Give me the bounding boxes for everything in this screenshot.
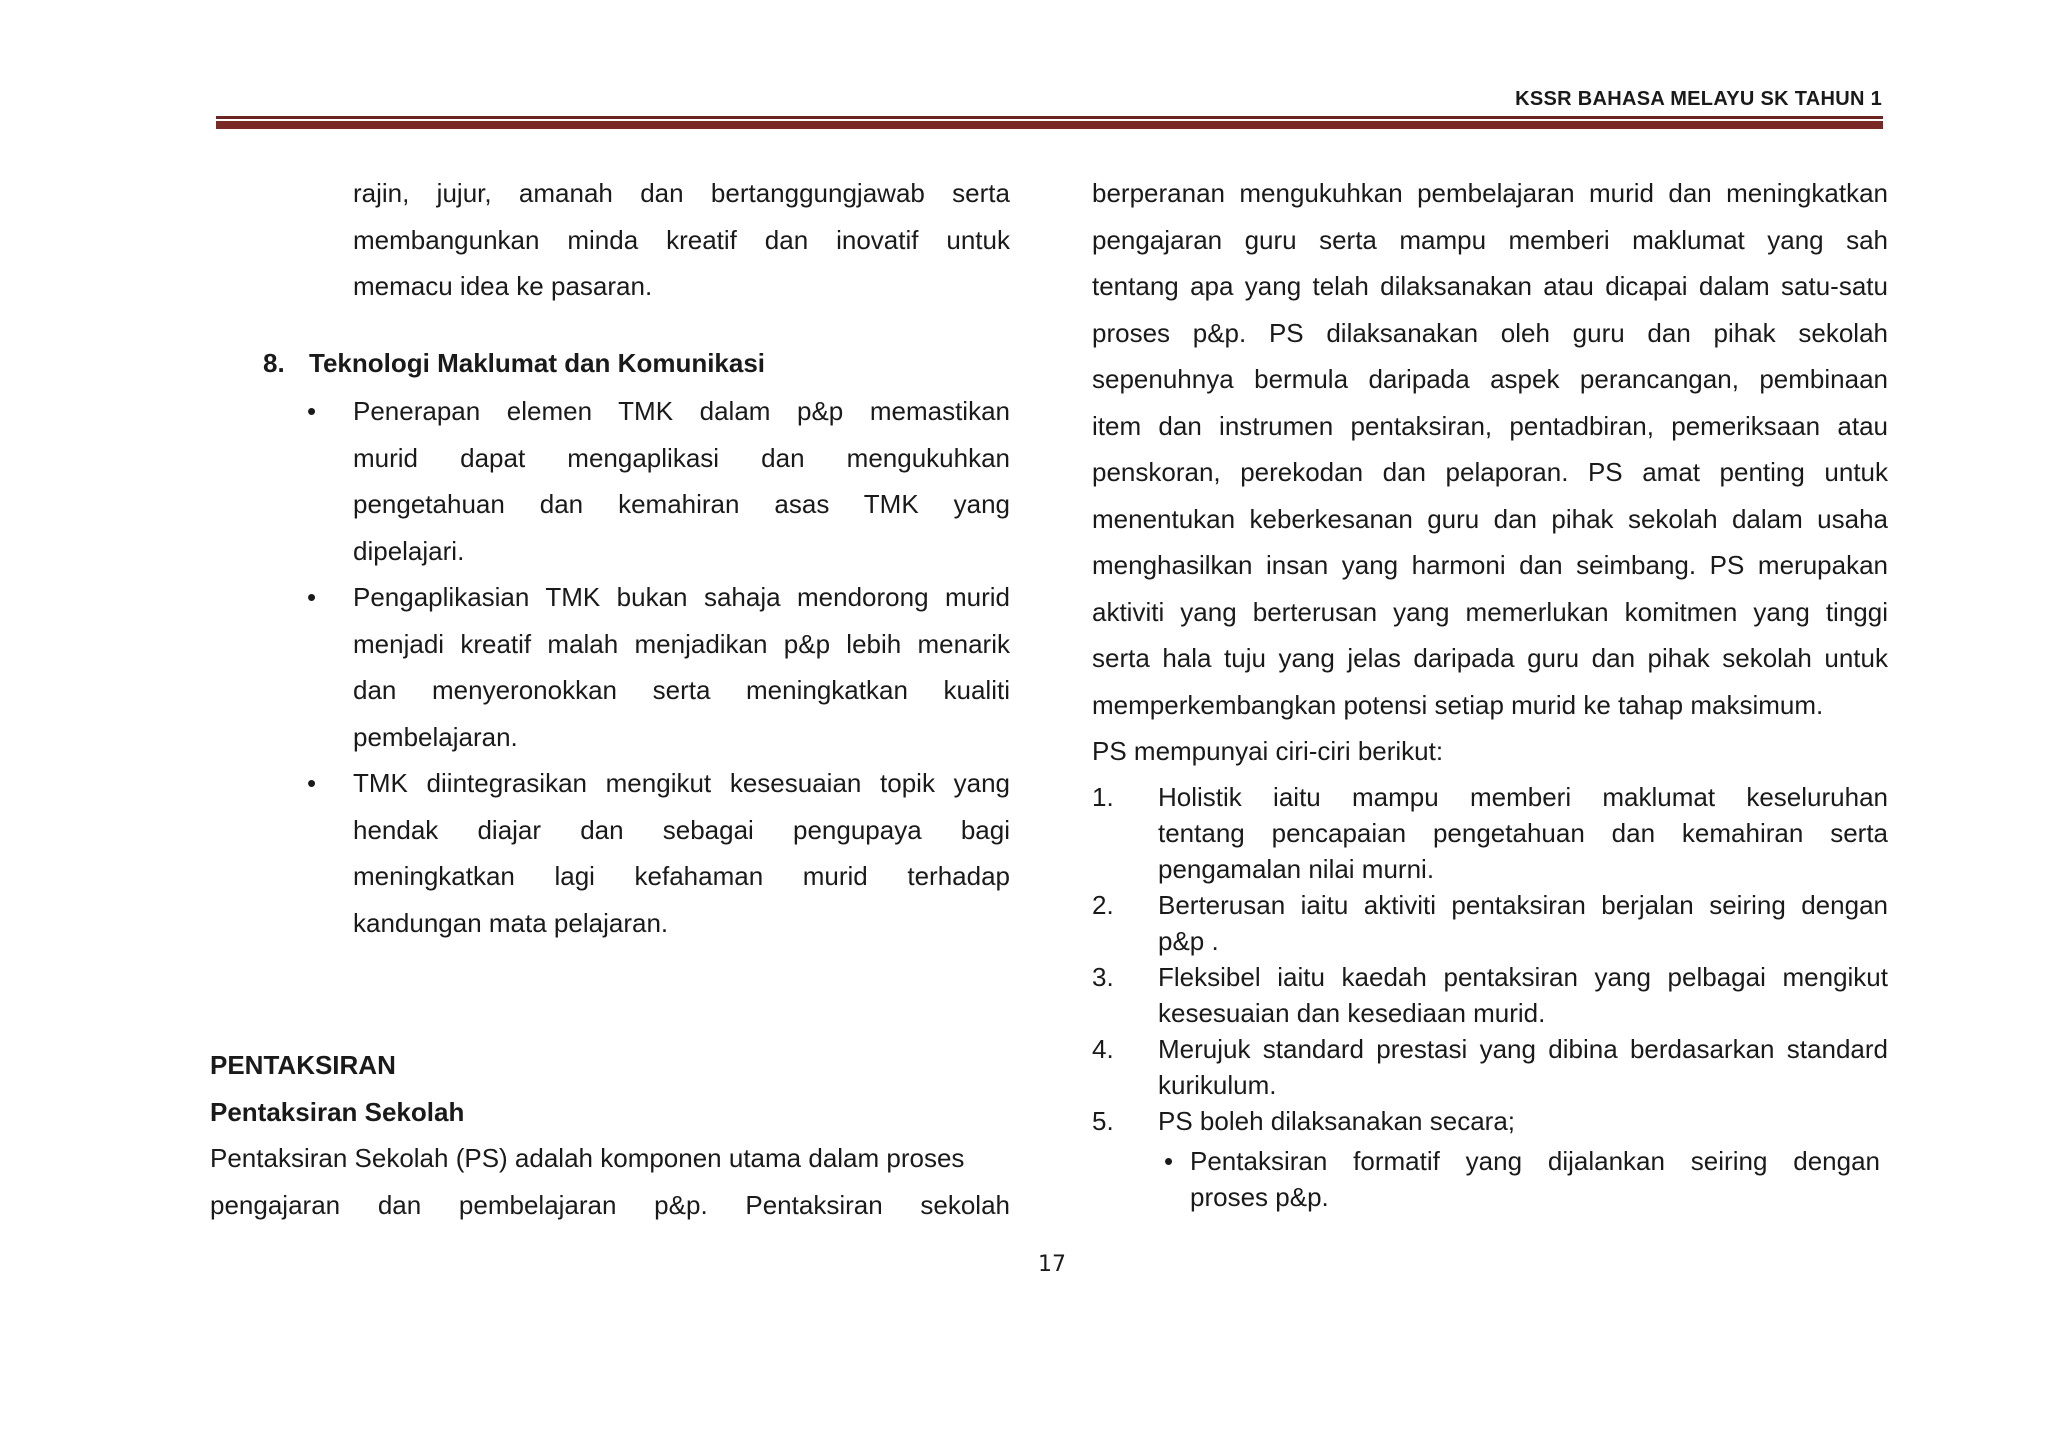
header-rule-thick (216, 121, 1883, 129)
text-line: murid dapat mengaplikasi dan mengukuhkan (353, 442, 1010, 473)
text-line: tentang apa yang telah dilaksanakan atau dicapai dalam satu-satu (1092, 271, 1888, 301)
text-line: Pengaplikasian TMK bukan sahaja mendorong murid (353, 582, 1010, 612)
section-8-heading (210, 340, 1010, 387)
text-line: Berterusan iaitu aktiviti pentaksiran berjalan seiring dengan (1158, 889, 1888, 920)
bullet-icon: • (307, 396, 317, 426)
text-line: dan menyeronokkan serta meningkatkan kualiti (353, 675, 1010, 705)
text-line: p&p . (1158, 925, 1219, 956)
sub-bullet-item (1092, 1143, 1880, 1215)
text-line: Holistik iaitu mampu memberi maklumat keseluruhan (1158, 781, 1888, 812)
text-line: pengetahuan dan kemahiran asas TMK yang (353, 489, 1010, 519)
text-line: kesesuaian dan kesediaan murid. (1158, 997, 1546, 1028)
header-title: KSSR BAHASA MELAYU SK TAHUN 1 (1515, 88, 1882, 110)
list-number: 4. (1092, 1033, 1114, 1064)
text-line: Pentaksiran formatif yang dijalankan seiring dengan (1190, 1145, 1880, 1176)
list-number: 1. (1092, 781, 1114, 812)
section-heading: PENTAKSIRAN (210, 1050, 396, 1080)
bullet-icon: • (307, 582, 317, 612)
text-line: membangunkan minda kreatif dan inovatif untuk (353, 224, 1010, 255)
subheading: Pentaksiran Sekolah (210, 1096, 465, 1127)
list-item (1092, 887, 1888, 959)
section-title: Teknologi Maklumat dan Komunikasi (309, 347, 766, 378)
text-line: pengamalan nilai murni. (1158, 853, 1435, 884)
text-line: tentang pencapaian pengetahuan dan kemahiran serta (1158, 817, 1888, 848)
bullet-icon: • (1164, 1145, 1174, 1176)
right-column (1092, 170, 1888, 1215)
text-line: pengajaran guru serta mampu memberi maklumat yang sah (1092, 224, 1888, 255)
text-line: memperkembangkan potensi setiap murid ke tahap maksimum. (1092, 689, 1824, 720)
left-column (210, 170, 1010, 1228)
text-line: meningkatkan lagi kefahaman murid terhadap (353, 861, 1010, 891)
list-item (1092, 959, 1888, 1031)
list-item (1092, 779, 1888, 887)
continuation-paragraph (210, 170, 1010, 310)
list-number: 3. (1092, 961, 1114, 992)
text-line: item dan instrumen pentaksiran, pentadbiran, pemeriksaan atau (1092, 410, 1888, 441)
bullet-item (210, 574, 1010, 760)
bullet-item (210, 388, 1010, 574)
list-number: 5. (1092, 1105, 1114, 1136)
text-line: penskoran, perekodan dan pelaporan. PS amat penting untuk (1092, 457, 1888, 487)
section-number: 8. (263, 347, 285, 378)
list-item (1092, 1103, 1888, 1139)
text-line: memacu idea ke pasaran. (353, 271, 653, 301)
text-line: proses p&p. (1190, 1181, 1329, 1212)
ps-paragraph (1092, 170, 1888, 728)
bullet-item (210, 760, 1010, 946)
text-line: Merujuk standard prestasi yang dibina berdasarkan standard (1158, 1033, 1888, 1064)
text-line: kurikulum. (1158, 1069, 1277, 1100)
header-rule-thin (216, 116, 1883, 119)
text-line: proses p&p. PS dilaksanakan oleh guru dan pihak sekolah (1092, 317, 1888, 348)
text-line: pembelajaran. (353, 721, 518, 752)
list-intro: PS mempunyai ciri-ciri berikut: (1092, 736, 1444, 766)
text-line: berperanan mengukuhkan pembelajaran murid dan meningkatkan (1092, 178, 1888, 208)
text-line: rajin, jujur, amanah dan bertanggungjawab serta (353, 178, 1010, 208)
pentaksiran-paragraph (210, 1135, 1010, 1228)
text-line: serta hala tuju yang jelas daripada guru dan pihak sekolah untuk (1092, 643, 1888, 673)
text-line: kandungan mata pelajaran. (353, 907, 669, 938)
text-line: TMK diintegrasikan mengikut kesesuaian topik yang (353, 768, 1010, 798)
text-line: menghasilkan insan yang harmoni dan seimbang. PS merupakan (1092, 550, 1888, 580)
text-line: menjadi kreatif malah menjadikan p&p lebih menarik (353, 628, 1010, 659)
text-line: dipelajari. (353, 535, 465, 566)
list-number: 2. (1092, 889, 1114, 920)
text-line: sepenuhnya bermula daripada aspek perancangan, pembinaan (1092, 364, 1888, 394)
text-line: Penerapan elemen TMK dalam p&p memastikan (353, 396, 1010, 426)
page-number: 17 (1038, 1252, 1066, 1277)
bullet-icon: • (307, 768, 317, 798)
text-line: menentukan keberkesanan guru dan pihak sekolah dalam usaha (1092, 503, 1888, 534)
text-line: PS boleh dilaksanakan secara; (1158, 1105, 1516, 1136)
text-line: hendak diajar dan sebagai pengupaya bagi (353, 814, 1010, 845)
text-line: aktiviti yang berterusan yang memerlukan komitmen yang tinggi (1092, 596, 1888, 627)
characteristics-list (1092, 779, 1888, 1215)
text-line: Pentaksiran Sekolah (PS) adalah komponen utama dalam proses (210, 1143, 965, 1173)
list-item (1092, 1031, 1888, 1103)
text-line: Fleksibel iaitu kaedah pentaksiran yang pelbagai mengikut (1158, 961, 1888, 992)
text-line: pengajaran dan pembelajaran p&p. Pentaksiran sekolah (210, 1189, 1010, 1220)
